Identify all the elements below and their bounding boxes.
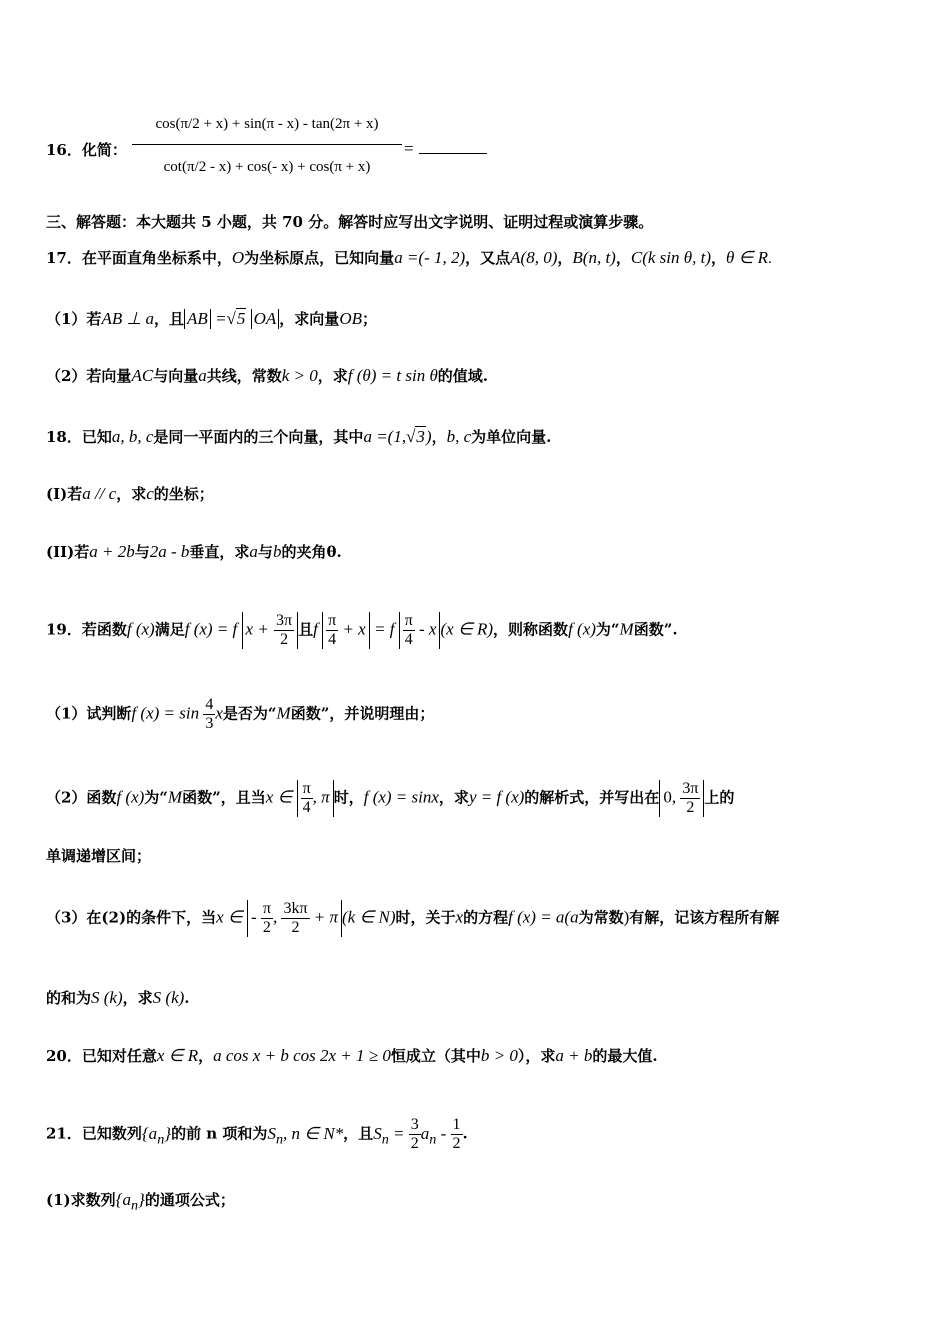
q18-p2-b: 与 xyxy=(134,543,150,561)
q16-label xyxy=(46,140,127,160)
q19-cond2-left: f xyxy=(313,619,323,639)
q19-p2-e: ，求 xyxy=(438,788,469,807)
q17-point-C: C(k sin θ, t) xyxy=(630,248,711,267)
q19-p3-interval-bracket: - $\frac{\pi}{2}$ , $\frac{3k\pi}{2}$ + π xyxy=(247,900,342,937)
q19-part2 xyxy=(46,780,734,817)
q16-denominator: cot(π/2 - x) + cos(- x) + cos(π + x) xyxy=(163,159,371,175)
q21-p1-a: (1)求数列 xyxy=(46,1191,116,1209)
q17-stem: 17．在平面直角坐标系中，O为坐标原点，已知向量a =(- 1, 2)，又点A(8, 0)，B(n, t)，C(k sin θ, t)，θ ∈ R. xyxy=(46,248,772,267)
q17-theta-condition: θ ∈ R xyxy=(726,248,769,267)
q20-stem-a: 20．已知对任意 xyxy=(46,1047,157,1065)
q19-p3-k: (k ∈ N) xyxy=(342,907,396,927)
q19-p3-d: 为常数 xyxy=(578,908,624,927)
q19-p2-b: 为“ xyxy=(144,788,168,807)
q18-p1-parallel: a // c xyxy=(82,484,117,503)
q18-p2-b-vec: b xyxy=(272,542,282,561)
q18-stem-a: 18．已知 xyxy=(46,428,112,446)
q21-stem-d: . xyxy=(462,1124,468,1143)
q18-p2-a: (II)若 xyxy=(46,543,90,561)
q19-stem-d: ，则称函数 xyxy=(493,620,569,639)
q20-stem xyxy=(46,1046,658,1066)
q16-numerator: cos(π/2 + x) + sin(π - x) - tan(2π + x) xyxy=(155,116,379,132)
q21-Sn: $S_n$, n ∈ N* xyxy=(267,1123,344,1147)
q18-p1-c: 的坐标； xyxy=(153,485,214,503)
q19-p1-c: 函数”，并说明理由； xyxy=(290,704,435,723)
q19-stem-f: 函数”. xyxy=(633,620,678,639)
q16-answer-blank[interactable] xyxy=(419,137,487,154)
q17-p2-b: 与向量 xyxy=(153,367,199,385)
q19-stem-b: 满足 xyxy=(154,620,185,639)
q18-stem-b: 是同一平面内的三个向量，其中 xyxy=(153,428,364,446)
q19-p3-b: 时，关于 xyxy=(395,908,456,927)
q17-sep-3: ， xyxy=(710,249,726,267)
q17-p1-c: ，求向量 xyxy=(279,310,340,328)
q19-cond1-bracket: x + $\frac{3\pi}{2}$ xyxy=(242,612,299,649)
q21-seq: $\{a_n\}$ xyxy=(141,1123,172,1147)
q19-p3-x: x xyxy=(455,907,464,927)
q19-M: M xyxy=(619,619,634,639)
q17-p2-AC: AC xyxy=(131,366,154,385)
q20-stem-d: ），求 xyxy=(517,1047,556,1065)
q17-p2-a-vec: a xyxy=(198,366,207,385)
q19-part3: （3）在(2)的条件下，当x ∈ - $\frac{\pi}{2}$ , $\frac{3k\pi}{2}$ + π (k ∈ N)时，关于x的方程f (x) = a(a为常数)有解，记该方程所有解 xyxy=(46,900,780,936)
q20-stem-c: 恒成立（其中 xyxy=(390,1047,481,1065)
q19-p2-interval-bracket: $\frac{\pi}{4}$ , π xyxy=(297,780,334,817)
q19-p3-Sk-2: S (k) xyxy=(152,988,185,1007)
q19-stem-e: 为“ xyxy=(595,620,620,639)
q19-p3-e: 有解，记该方程所有解 xyxy=(629,908,780,927)
q17-stem-c: ，又点 xyxy=(465,249,511,267)
q21-Sn-eq: $S_n$ = xyxy=(373,1123,409,1147)
q20-ineq: a cos x + b cos 2x + 1 ≥ 0 xyxy=(213,1046,391,1065)
q18-p2-e: 的夹角θ. xyxy=(281,543,342,561)
q18-p1-a: (I)若 xyxy=(46,485,83,503)
q19-p2-sinx: f (x) = sinx xyxy=(363,787,439,807)
q20-stem-b: ， xyxy=(198,1047,214,1065)
q21-stem-a: 21．已知数列 xyxy=(46,1124,142,1143)
q18-vectors: a, b, c xyxy=(111,427,154,446)
section-3-title: 三、解答题：本大题共 5 小题，共 70 分。解答时应写出文字说明、证明过程或演算步骤。 xyxy=(46,213,654,231)
q19-domain: (x ∈ R) xyxy=(440,619,494,639)
q20-b-cond: b > 0 xyxy=(480,1046,518,1065)
q19-p3-interval: x ∈ xyxy=(216,907,247,927)
q21-stem: 21．已知数列$\{a_n\}$的前 n 项和为$S_n$, n ∈ N*，且$S_n$ = $\frac{3}{2}$ $a_n$ - $\frac{1}{2}$ . xyxy=(46,1116,468,1152)
q19-fx-2: f (x) xyxy=(568,619,596,639)
q18-stem-d: 为单位向量. xyxy=(471,428,552,446)
q19-p3-Sk: S (k) xyxy=(91,988,123,1007)
q21-frac-1: $\frac{3}{2}$ xyxy=(410,1116,419,1152)
q17-sep-2: ， xyxy=(615,249,631,267)
q19-p2-interval: x ∈ xyxy=(265,787,297,807)
q18-p2-c: 垂直，求 xyxy=(189,543,250,561)
q19-p3-eq: f (x) = a(a xyxy=(508,907,579,927)
q21-p1-seq: $\{a_n\}$ xyxy=(115,1190,145,1214)
q19-part1: （1）试判断f (x) = sin $\frac{4}{3}$ x是否为“M函数”，并说明理由； xyxy=(46,696,435,732)
q17-p1-norm: AB =√5 OA xyxy=(184,309,279,328)
q19-stem-a: 19．若函数 xyxy=(46,620,127,639)
q17-stem-b: 为坐标原点，已知向量 xyxy=(244,249,395,267)
q19-p1-M: M xyxy=(276,703,291,723)
q17-p1-a: （1）若 xyxy=(46,310,102,328)
q19-p1-frac: $\frac{4}{3}$ xyxy=(205,696,214,732)
q19-p3-h: . xyxy=(184,989,190,1007)
q19-p3-f: 的和为 xyxy=(46,989,92,1007)
q21-stem-b: 的前 n 项和为 xyxy=(171,1124,268,1143)
q17-p1-OB: OB xyxy=(339,309,362,328)
q18-p2-d: 与 xyxy=(257,543,273,561)
q20-stem-e: 的最大值. xyxy=(592,1047,658,1065)
q19-p1-func: f (x) = sin xyxy=(131,703,204,723)
q18-p1-b: ，求 xyxy=(116,485,147,503)
q18-vector-a: a =(1,√3) xyxy=(363,427,432,446)
q17-p2-k: k > 0 xyxy=(281,366,318,385)
q17-origin-O: O xyxy=(231,248,245,267)
q20-sum: a + b xyxy=(555,1046,593,1065)
q17-point-A: A(8, 0) xyxy=(510,248,558,267)
q18-p1-c-vec: c xyxy=(146,484,154,503)
q19-stem-c: 且 xyxy=(298,620,314,639)
q19-p1-a: （1）试判断 xyxy=(46,704,132,723)
q16-equals: = xyxy=(404,139,414,158)
q17-p2-d: ，求 xyxy=(317,367,348,385)
q18-stem xyxy=(46,426,551,447)
q19-cond2-bracket-right: $\frac{\pi}{4}$ - x xyxy=(399,612,441,649)
q21-p1-b: 的通项公式； xyxy=(144,1191,235,1209)
q19-p3-c: 的方程 xyxy=(463,908,509,927)
q17-p2-func: f (θ) = t sin θ xyxy=(347,366,438,385)
q19-part2-cont: 单调递增区间； xyxy=(46,847,152,865)
q18-p2-a-vec: a xyxy=(249,542,258,561)
q17-sep-1: ， xyxy=(557,249,573,267)
q17-vector-a: a =(- 1, 2) xyxy=(394,248,466,267)
q19-p2-f: 的解析式，并写出在 xyxy=(524,788,660,807)
q17-p1-perp: AB ⊥ a xyxy=(101,309,155,328)
q19-p1-b: 是否为“ xyxy=(222,704,277,723)
q17-part1 xyxy=(46,308,377,329)
q17-stem-a: 17．在平面直角坐标系中， xyxy=(46,249,232,267)
q19-p2-range-bracket: 0, $\frac{3\pi}{2}$ xyxy=(659,780,704,817)
q19-p2-M: M xyxy=(167,787,183,807)
q19-cond2-bracket-left: $\frac{\pi}{4}$ + x xyxy=(322,612,370,649)
q17-part2 xyxy=(46,366,488,386)
q18-bc: b, c xyxy=(446,427,472,446)
q17-p2-c: 共线，常数 xyxy=(206,367,282,385)
q17-p2-a: （2）若向量 xyxy=(46,367,132,385)
q19-p2-a: （2）函数 xyxy=(46,788,117,807)
q18-part1 xyxy=(46,484,214,504)
q17-p1-b: ，且 xyxy=(154,310,185,328)
q19-p2-c: 函数”，且当 xyxy=(182,788,266,807)
q19-fx: f (x) xyxy=(126,619,155,639)
q19-p2-fx: f (x) xyxy=(116,787,145,807)
q21-stem-c: ，且 xyxy=(343,1124,374,1143)
q19-p2-y: y = f (x) xyxy=(468,787,525,807)
q21-part1 xyxy=(46,1190,235,1215)
q18-part2 xyxy=(46,542,342,562)
q21-frac-2: $\frac{1}{2}$ xyxy=(452,1116,461,1152)
q16-label-text: 16．化简： xyxy=(46,141,127,159)
q16-answer xyxy=(404,137,487,159)
q19-p2-d: 时， xyxy=(333,788,364,807)
q19-p3-a: （3）在(2)的条件下，当 xyxy=(46,908,217,927)
q19-part3-cont xyxy=(46,988,190,1008)
q19-p3-g: ，求 xyxy=(122,989,153,1007)
q20-x-domain: x ∈ R xyxy=(156,1046,199,1065)
q16-fraction xyxy=(132,104,402,189)
q19-stem: 19．若函数f (x)满足f (x) = f x + $\frac{3\pi}{2}$ 且f $\frac{\pi}{4}$ + x = f $\frac{\pi}{4}$ - x (x ∈ R)，则称函数f (x)为“M函数”. xyxy=(46,612,678,648)
q17-p1-d: ； xyxy=(361,310,377,328)
q18-p2-expr1: a + 2b xyxy=(89,542,135,561)
q17-p2-e: 的值域. xyxy=(437,367,489,385)
q18-p2-expr2: 2a - b xyxy=(149,542,190,561)
q17-point-B: B(n, t) xyxy=(572,248,616,267)
q19-p2-g: 上的 xyxy=(704,788,735,807)
q19-cond1: f (x) = f xyxy=(184,619,242,639)
q18-stem-c: ， xyxy=(431,428,447,446)
